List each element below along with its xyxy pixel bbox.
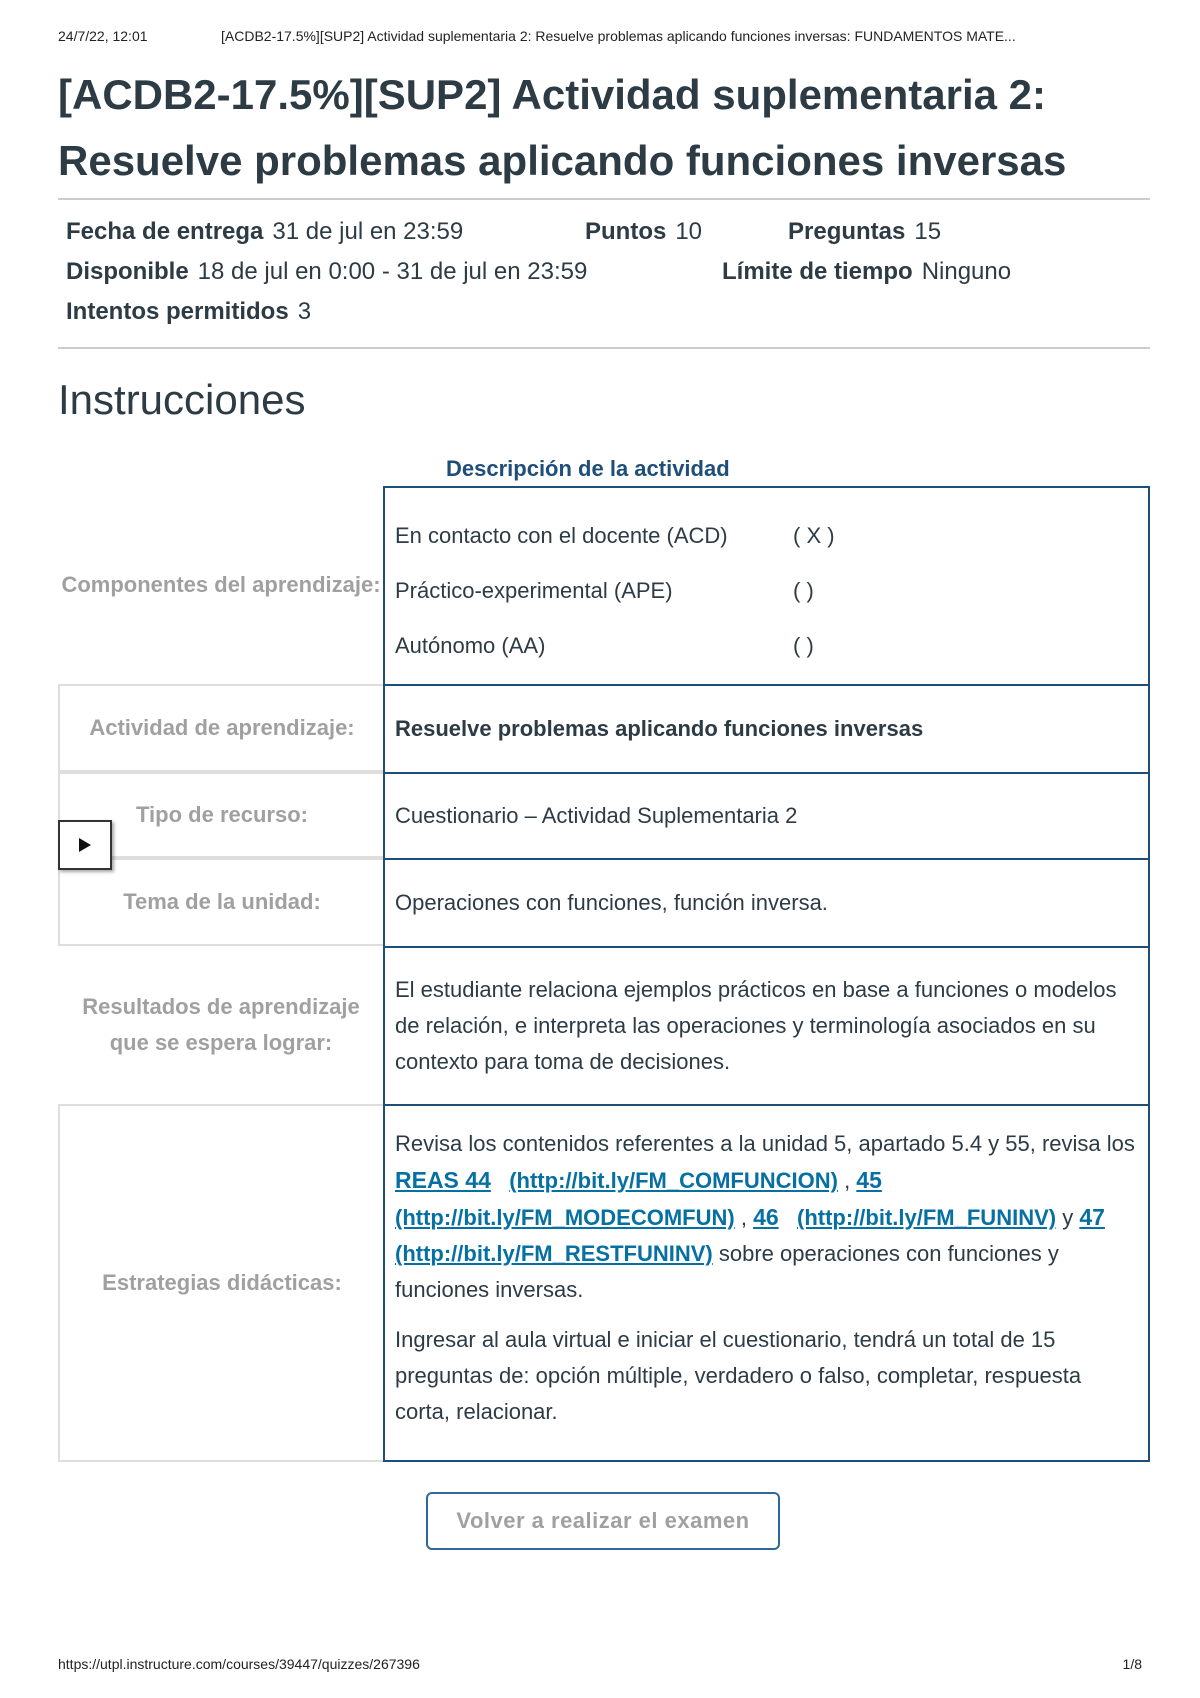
- time-limit: [722, 258, 1011, 286]
- attempts-label: Intentos permitidos: [66, 298, 289, 325]
- play-button[interactable]: [58, 820, 112, 870]
- strategies-cell: [385, 1104, 1148, 1462]
- outcomes-label: Resultados de aprendizaje que se espera lograr:: [82, 994, 360, 1055]
- outcomes-cell: [385, 946, 1148, 1104]
- strategies-paragraph-2: Ingresar al aula virtual e iniciar el cuestionario, tendrá un total de 15 preguntas de: opción múltiple, verdadero o falso, completar, respuesta corta, relacionar.: [395, 1327, 1082, 1424]
- page-title: [ACDB2-17.5%][SUP2] Actividad suplementaria 2: Resuelve problemas aplicando funciones inversas: [58, 71, 1067, 184]
- print-url: https://utpl.instructure.com/courses/39447/quizzes/267396: [58, 1656, 420, 1672]
- attempts: [66, 298, 311, 326]
- availability-label: Disponible: [66, 258, 189, 285]
- component-aa: [395, 628, 814, 664]
- questions-value: 15: [914, 218, 942, 245]
- link-47[interactable]: 47: [1079, 1204, 1105, 1230]
- component-ape-name: Práctico-experimental (APE): [395, 578, 673, 603]
- retake-quiz-button[interactable]: Volver a realizar el examen: [426, 1492, 780, 1550]
- divider-bottom: [58, 347, 1150, 349]
- table-values-column: [383, 486, 1150, 1462]
- activity-description-table: [58, 486, 1150, 1462]
- print-date: 24/7/22, 12:01: [58, 28, 148, 44]
- components-cell: [385, 488, 1148, 684]
- points-value: 10: [675, 218, 703, 245]
- component-acd-mark: ( X ): [793, 523, 835, 548]
- time-limit-label: Límite de tiempo: [722, 258, 913, 285]
- link-46[interactable]: 46: [753, 1204, 779, 1230]
- component-acd-name: En contacto con el docente (ACD): [395, 523, 728, 548]
- link-separator-3: y: [1056, 1205, 1080, 1230]
- availability-value: 18 de jul en 0:00 - 31 de jul en 23:59: [197, 258, 588, 285]
- link-fm-funinv[interactable]: (http://bit.ly/FM_FUNINV): [797, 1205, 1057, 1230]
- questions: [788, 218, 941, 246]
- link-reas-44[interactable]: REAS 44: [395, 1167, 491, 1193]
- link-fm-comfuncion[interactable]: (http://bit.ly/FM_COMFUNCION): [509, 1168, 838, 1193]
- component-aa-name: Autónomo (AA): [395, 633, 546, 658]
- activity-value: Resuelve problemas aplicando funciones inversas: [395, 716, 924, 741]
- topic-label: Tema de la unidad:: [58, 858, 384, 946]
- strategies-intro: Revisa los contenidos referentes a la unidad 5, apartado 5.4 y 55, revisa los: [395, 1131, 1135, 1156]
- divider-top: [58, 198, 1150, 200]
- activity-label: Actividad de aprendizaje:: [58, 684, 384, 772]
- strategies-label: Estrategias didácticas:: [58, 1104, 384, 1462]
- link-fm-restfuninv[interactable]: (http://bit.ly/FM_RESTFUNINV): [395, 1241, 713, 1266]
- play-icon: [78, 837, 92, 853]
- attempts-value: 3: [297, 298, 312, 325]
- link-fm-modecomfun[interactable]: (http://bit.ly/FM_MODECOMFUN): [395, 1205, 735, 1230]
- link-45[interactable]: 45: [856, 1167, 882, 1193]
- topic-value: Operaciones con funciones, función inversa.: [395, 890, 828, 915]
- component-ape: [395, 573, 814, 609]
- due-date-label: Fecha de entrega: [66, 218, 264, 245]
- print-page-number: 1/8: [1122, 1656, 1142, 1672]
- resource-label: Tipo de recurso:: [58, 772, 384, 858]
- strategies-outro: sobre operaciones con funciones y funciones inversas.: [395, 1241, 1059, 1302]
- points-label: Puntos: [585, 218, 667, 245]
- instructions-heading: Instrucciones: [58, 376, 306, 423]
- component-aa-mark: ( ): [793, 633, 814, 658]
- component-acd: [395, 518, 835, 554]
- points: [585, 218, 702, 246]
- outcomes-value: El estudiante relaciona ejemplos prácticos en base a funciones o modelos de relación, e interpreta las operaciones y terminología asociados en su contexto para toma de decisiones.: [395, 977, 1117, 1074]
- table-caption: Descripción de la actividad: [446, 456, 730, 481]
- link-separator-1: ,: [837, 1168, 857, 1193]
- topic-cell: [385, 858, 1148, 946]
- strategies-paragraph-1: [395, 1126, 1138, 1308]
- resource-value: Cuestionario – Actividad Suplementaria 2: [395, 803, 798, 828]
- resource-cell: [385, 772, 1148, 858]
- activity-cell: [385, 684, 1148, 772]
- questions-label: Preguntas: [788, 218, 906, 245]
- print-document-title: [ACDB2-17.5%][SUP2] Actividad suplementaria 2: Resuelve problemas aplicando funciones inversas: FUNDAMENTOS MATE...: [221, 28, 1016, 44]
- availability: [66, 258, 587, 286]
- link-separator-2: ,: [734, 1205, 754, 1230]
- due-date: [66, 218, 463, 246]
- components-label: Componentes del aprendizaje:: [61, 572, 381, 597]
- due-date-value: 31 de jul en 23:59: [272, 218, 464, 245]
- component-ape-mark: ( ): [793, 578, 814, 603]
- time-limit-value: Ninguno: [921, 258, 1012, 285]
